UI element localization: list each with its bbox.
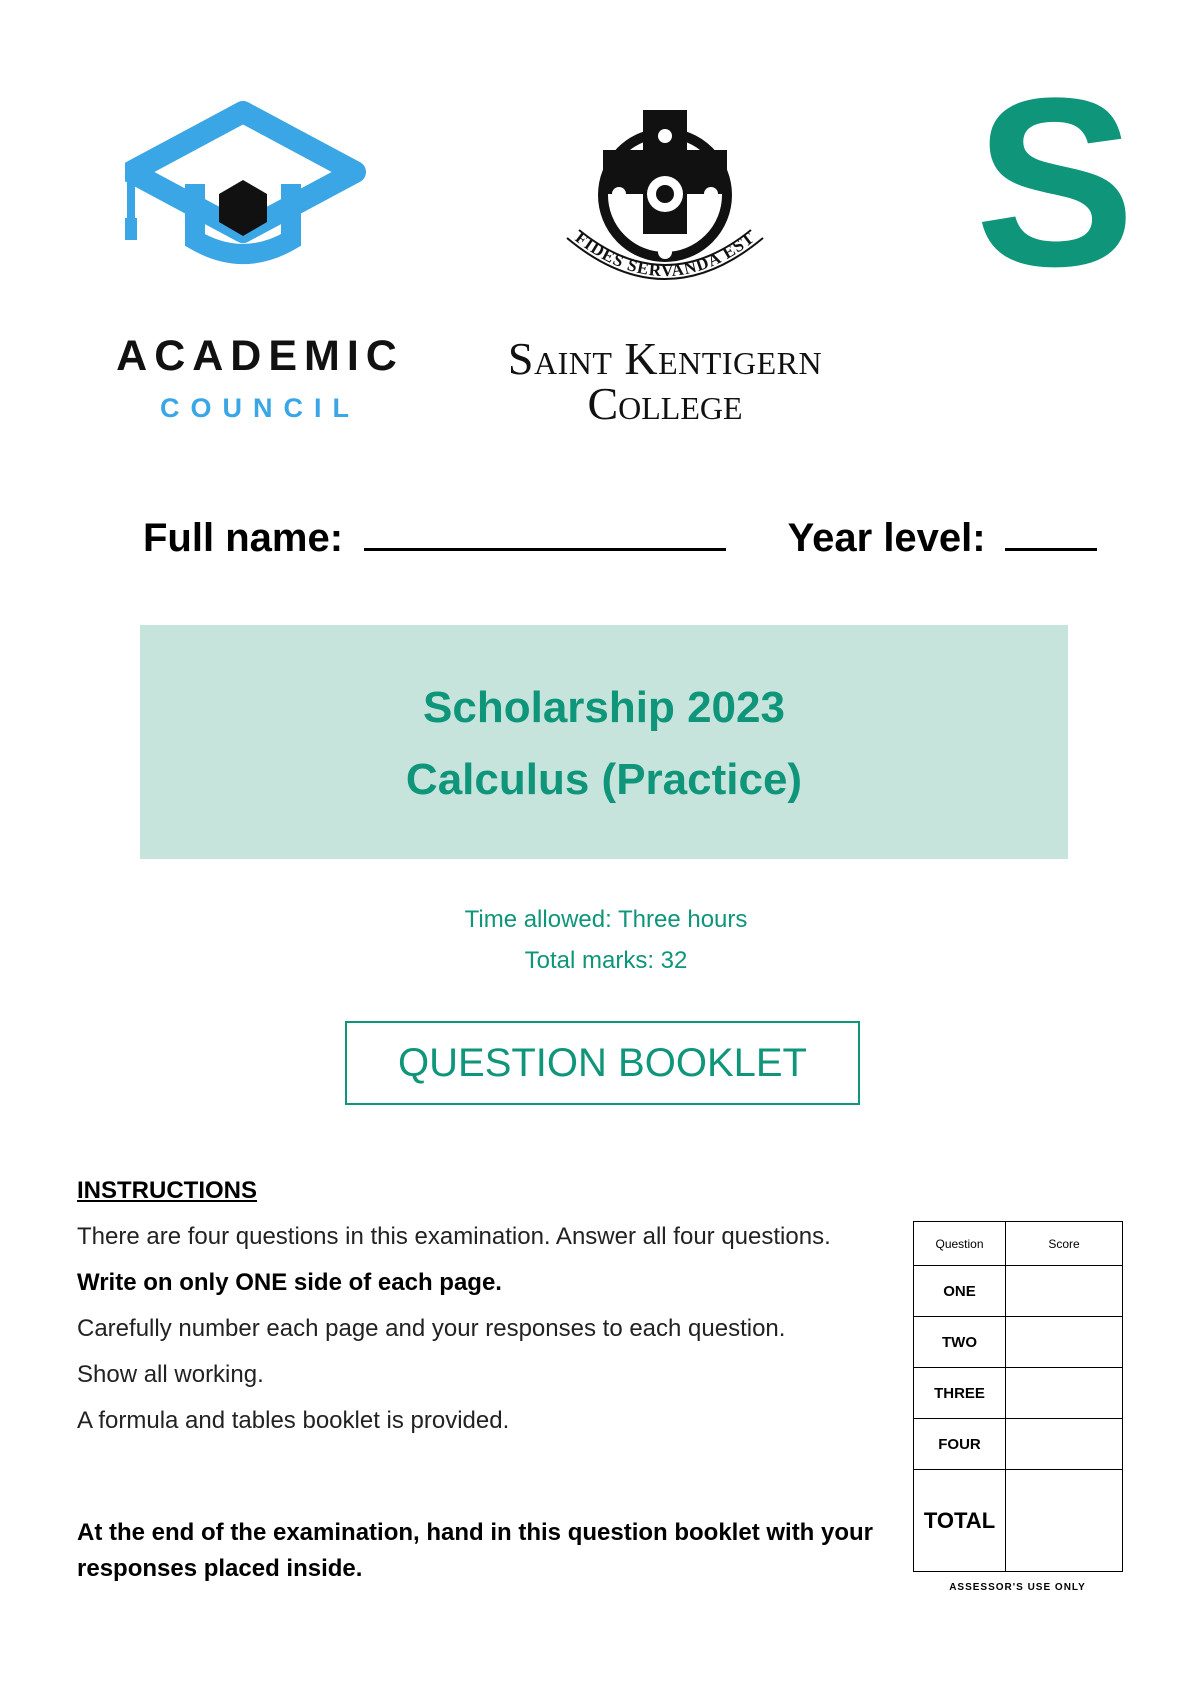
instruction-line: Write on only ONE side of each page. bbox=[77, 1269, 502, 1296]
instructions-heading: INSTRUCTIONS bbox=[77, 1177, 257, 1204]
scholarship-level-letter: S bbox=[975, 48, 1136, 316]
academic-word: ACADEMIC bbox=[116, 332, 404, 380]
score-cell[interactable] bbox=[1006, 1317, 1123, 1368]
exam-title: Scholarship 2023 bbox=[423, 683, 785, 732]
exam-title-banner bbox=[140, 625, 1068, 859]
score-column-header: Score bbox=[1006, 1222, 1123, 1266]
academic-council-logo bbox=[110, 100, 410, 430]
score-cell[interactable] bbox=[1006, 1419, 1123, 1470]
college-name-line1: Saint Kentigern bbox=[507, 333, 823, 384]
year-level-label: Year level: bbox=[787, 516, 986, 560]
council-word: COUNCIL bbox=[160, 393, 360, 423]
question-label: ONE bbox=[914, 1266, 1006, 1317]
assessor-score-table bbox=[913, 1221, 1123, 1572]
instruction-line: Show all working. bbox=[77, 1361, 264, 1388]
time-allowed-text: Time allowed: Three hours bbox=[464, 906, 748, 933]
graduation-cap-icon bbox=[125, 100, 395, 300]
total-label: TOTAL bbox=[914, 1470, 1006, 1572]
score-cell[interactable] bbox=[1006, 1368, 1123, 1419]
crest-motto: FIDES SERVANDA EST bbox=[571, 227, 759, 281]
college-name-line2: College bbox=[587, 378, 743, 429]
question-column-header: Question bbox=[914, 1222, 1006, 1266]
exam-subject: Calculus (Practice) bbox=[405, 755, 803, 804]
full-name-label: Full name: bbox=[143, 516, 344, 560]
saint-kentigern-logo bbox=[455, 100, 875, 430]
full-name-field[interactable] bbox=[364, 520, 726, 551]
question-booklet-label: QUESTION BOOKLET bbox=[345, 1021, 860, 1105]
instructions-section bbox=[77, 1177, 897, 1587]
instruction-line: Carefully number each page and your responses to each question. bbox=[77, 1315, 786, 1342]
student-details-row bbox=[143, 516, 1097, 561]
total-marks-text: Total marks: 32 bbox=[524, 947, 688, 974]
year-level-field[interactable] bbox=[1005, 520, 1097, 551]
instruction-line: There are four questions in this examination. Answer all four questions. bbox=[77, 1223, 831, 1250]
hand-in-instruction: At the end of the examination, hand in this question booklet with your responses placed inside. bbox=[77, 1519, 874, 1582]
total-score-cell[interactable] bbox=[1006, 1470, 1123, 1572]
score-cell[interactable] bbox=[1006, 1266, 1123, 1317]
question-label: TWO bbox=[914, 1317, 1006, 1368]
celtic-cross-crest-icon bbox=[555, 100, 775, 310]
instruction-line: A formula and tables booklet is provided. bbox=[77, 1407, 510, 1434]
assessor-use-only-note: ASSESSOR'S USE ONLY bbox=[949, 1582, 1086, 1593]
question-label: FOUR bbox=[914, 1419, 1006, 1470]
question-label: THREE bbox=[914, 1368, 1006, 1419]
